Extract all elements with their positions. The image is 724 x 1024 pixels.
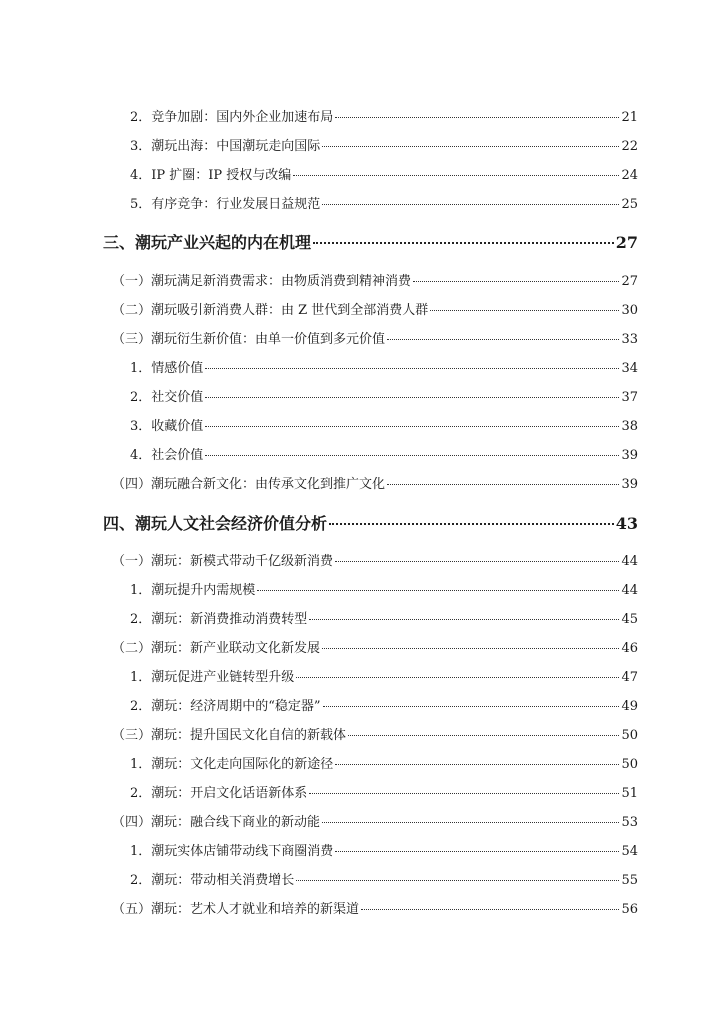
toc-entry-label: 2．竞争加剧：国内外企业加速布局 xyxy=(130,110,334,125)
leader-dots xyxy=(348,735,619,736)
toc-chapter-heading[interactable] xyxy=(103,514,638,534)
toc-entry-label: 4．社会价值 xyxy=(130,448,204,463)
toc-entry-label: 1．情感价值 xyxy=(130,361,204,376)
toc-entry-label: （五）潮玩：艺术人才就业和培养的新渠道 xyxy=(112,902,360,917)
toc-entry-label: （二）潮玩：新产业联动文化新发展 xyxy=(112,641,321,656)
toc-entry[interactable] xyxy=(130,612,638,628)
leader-dots xyxy=(335,764,619,765)
toc-entry[interactable] xyxy=(130,419,638,435)
toc-entry-label: （四）潮玩融合新文化：由传承文化到推广文化 xyxy=(112,477,386,492)
toc-entry[interactable] xyxy=(130,670,638,686)
toc-entry[interactable] xyxy=(112,477,638,493)
toc-entry-page: 49 xyxy=(621,699,638,714)
toc-entry[interactable] xyxy=(130,139,638,155)
toc-entry-page: 45 xyxy=(621,612,638,627)
toc-entry-page: 55 xyxy=(621,873,638,888)
leader-dots xyxy=(205,368,619,369)
toc-entry-page: 27 xyxy=(615,233,638,252)
toc-entry[interactable] xyxy=(130,757,638,773)
toc-entry-page: 43 xyxy=(615,514,638,533)
toc-entry[interactable] xyxy=(112,303,638,319)
toc-entry-page: 53 xyxy=(621,815,638,830)
toc-entry-page: 34 xyxy=(621,361,638,376)
leader-dots xyxy=(309,793,619,794)
leader-dots xyxy=(205,426,619,427)
toc-entry-label: （三）潮玩：提升国民文化自信的新载体 xyxy=(112,728,347,743)
toc-entry-label: 1．潮玩提升内需规模 xyxy=(130,583,256,598)
toc-entry-label: 1．潮玩实体店铺带动线下商圈消费 xyxy=(130,844,334,859)
toc-entry-page: 33 xyxy=(621,332,638,347)
toc-entry-page: 27 xyxy=(621,274,638,289)
toc-entry-label: （二）潮玩吸引新消费人群：由 Z 世代到全部消费人群 xyxy=(112,303,429,318)
toc-entry-label: 5．有序竞争：行业发展日益规范 xyxy=(130,197,321,212)
toc-entry-label: 1．潮玩促进产业链转型升级 xyxy=(130,670,295,685)
toc-entry-page: 56 xyxy=(621,902,638,917)
leader-dots xyxy=(313,242,614,244)
toc-entry-label: 3．收藏价值 xyxy=(130,419,204,434)
toc-entry-label: 1．潮玩：文化走向国际化的新途径 xyxy=(130,757,334,772)
toc-entry[interactable] xyxy=(130,873,638,889)
toc-entry[interactable] xyxy=(130,168,638,184)
toc-entry-page: 38 xyxy=(621,419,638,434)
leader-dots xyxy=(205,397,619,398)
toc-entry-label: 三、潮玩产业兴起的内在机理 xyxy=(103,233,312,252)
toc-entry-page: 21 xyxy=(621,110,638,125)
toc-entry-label: （一）潮玩：新模式带动千亿级新消费 xyxy=(112,554,334,569)
toc-entry-page: 46 xyxy=(621,641,638,656)
toc-entry-page: 50 xyxy=(621,728,638,743)
toc-entry[interactable] xyxy=(130,583,638,599)
toc-entry-label: 4．IP 扩圈：IP 授权与改编 xyxy=(130,168,292,183)
toc-entry-page: 24 xyxy=(621,168,638,183)
toc-entry-label: 2．社交价值 xyxy=(130,390,204,405)
leader-dots xyxy=(309,619,619,620)
toc-entry-page: 37 xyxy=(621,390,638,405)
leader-dots xyxy=(257,590,619,591)
toc-entry-page: 51 xyxy=(621,786,638,801)
toc-entry-label: （四）潮玩：融合线下商业的新动能 xyxy=(112,815,321,830)
toc-entry-label: 2．潮玩：新消费推动消费转型 xyxy=(130,612,308,627)
toc-entry[interactable] xyxy=(130,110,638,126)
toc-entry-label: 3．潮玩出海：中国潮玩走向国际 xyxy=(130,139,321,154)
toc-entry-label: （三）潮玩衍生新价值：由单一价值到多元价值 xyxy=(112,332,386,347)
leader-dots xyxy=(329,523,614,525)
toc-entry-page: 44 xyxy=(621,554,638,569)
toc-entry-page: 54 xyxy=(621,844,638,859)
toc-entry[interactable] xyxy=(112,815,638,831)
leader-dots xyxy=(322,146,619,147)
toc-entry-label: 2．潮玩：开启文化话语新体系 xyxy=(130,786,308,801)
toc-entry-page: 39 xyxy=(621,448,638,463)
toc-chapter-heading[interactable] xyxy=(103,233,638,253)
toc-entry-page: 44 xyxy=(621,583,638,598)
leader-dots xyxy=(335,561,619,562)
toc-entry-page: 30 xyxy=(621,303,638,318)
toc-entry[interactable] xyxy=(112,332,638,348)
toc-entry-page: 25 xyxy=(621,197,638,212)
leader-dots xyxy=(430,310,619,311)
toc-entry-page: 39 xyxy=(621,477,638,492)
leader-dots xyxy=(322,648,619,649)
toc-entry-label: 2．潮玩：经济周期中的“稳定器” xyxy=(130,699,321,714)
toc-entry[interactable] xyxy=(112,641,638,657)
leader-dots xyxy=(296,880,619,881)
toc-entry[interactable] xyxy=(130,699,638,715)
leader-dots xyxy=(322,204,619,205)
toc-entry[interactable] xyxy=(130,390,638,406)
leader-dots xyxy=(361,909,619,910)
leader-dots xyxy=(335,117,619,118)
toc-entry-page: 47 xyxy=(621,670,638,685)
toc-entry-label: 2．潮玩：带动相关消费增长 xyxy=(130,873,295,888)
toc-entry[interactable] xyxy=(112,554,638,570)
toc-entry[interactable] xyxy=(130,844,638,860)
toc-entry[interactable] xyxy=(112,902,638,918)
leader-dots xyxy=(335,851,619,852)
leader-dots xyxy=(413,281,619,282)
toc-entry-page: 50 xyxy=(621,757,638,772)
leader-dots xyxy=(387,339,619,340)
leader-dots xyxy=(323,706,620,707)
leader-dots xyxy=(296,677,619,678)
leader-dots xyxy=(293,175,619,176)
toc-entry-page: 22 xyxy=(621,139,638,154)
toc-entry[interactable] xyxy=(130,197,638,213)
toc-entry-label: （一）潮玩满足新消费需求：由物质消费到精神消费 xyxy=(112,274,412,289)
leader-dots xyxy=(387,484,619,485)
toc-entry[interactable] xyxy=(112,728,638,744)
toc-entry[interactable] xyxy=(130,448,638,464)
leader-dots xyxy=(322,822,619,823)
toc-entry[interactable] xyxy=(130,361,638,377)
leader-dots xyxy=(205,455,619,456)
toc-entry-label: 四、潮玩人文社会经济价值分析 xyxy=(103,514,328,533)
toc-entry[interactable] xyxy=(112,274,638,290)
toc-entry[interactable] xyxy=(130,786,638,802)
